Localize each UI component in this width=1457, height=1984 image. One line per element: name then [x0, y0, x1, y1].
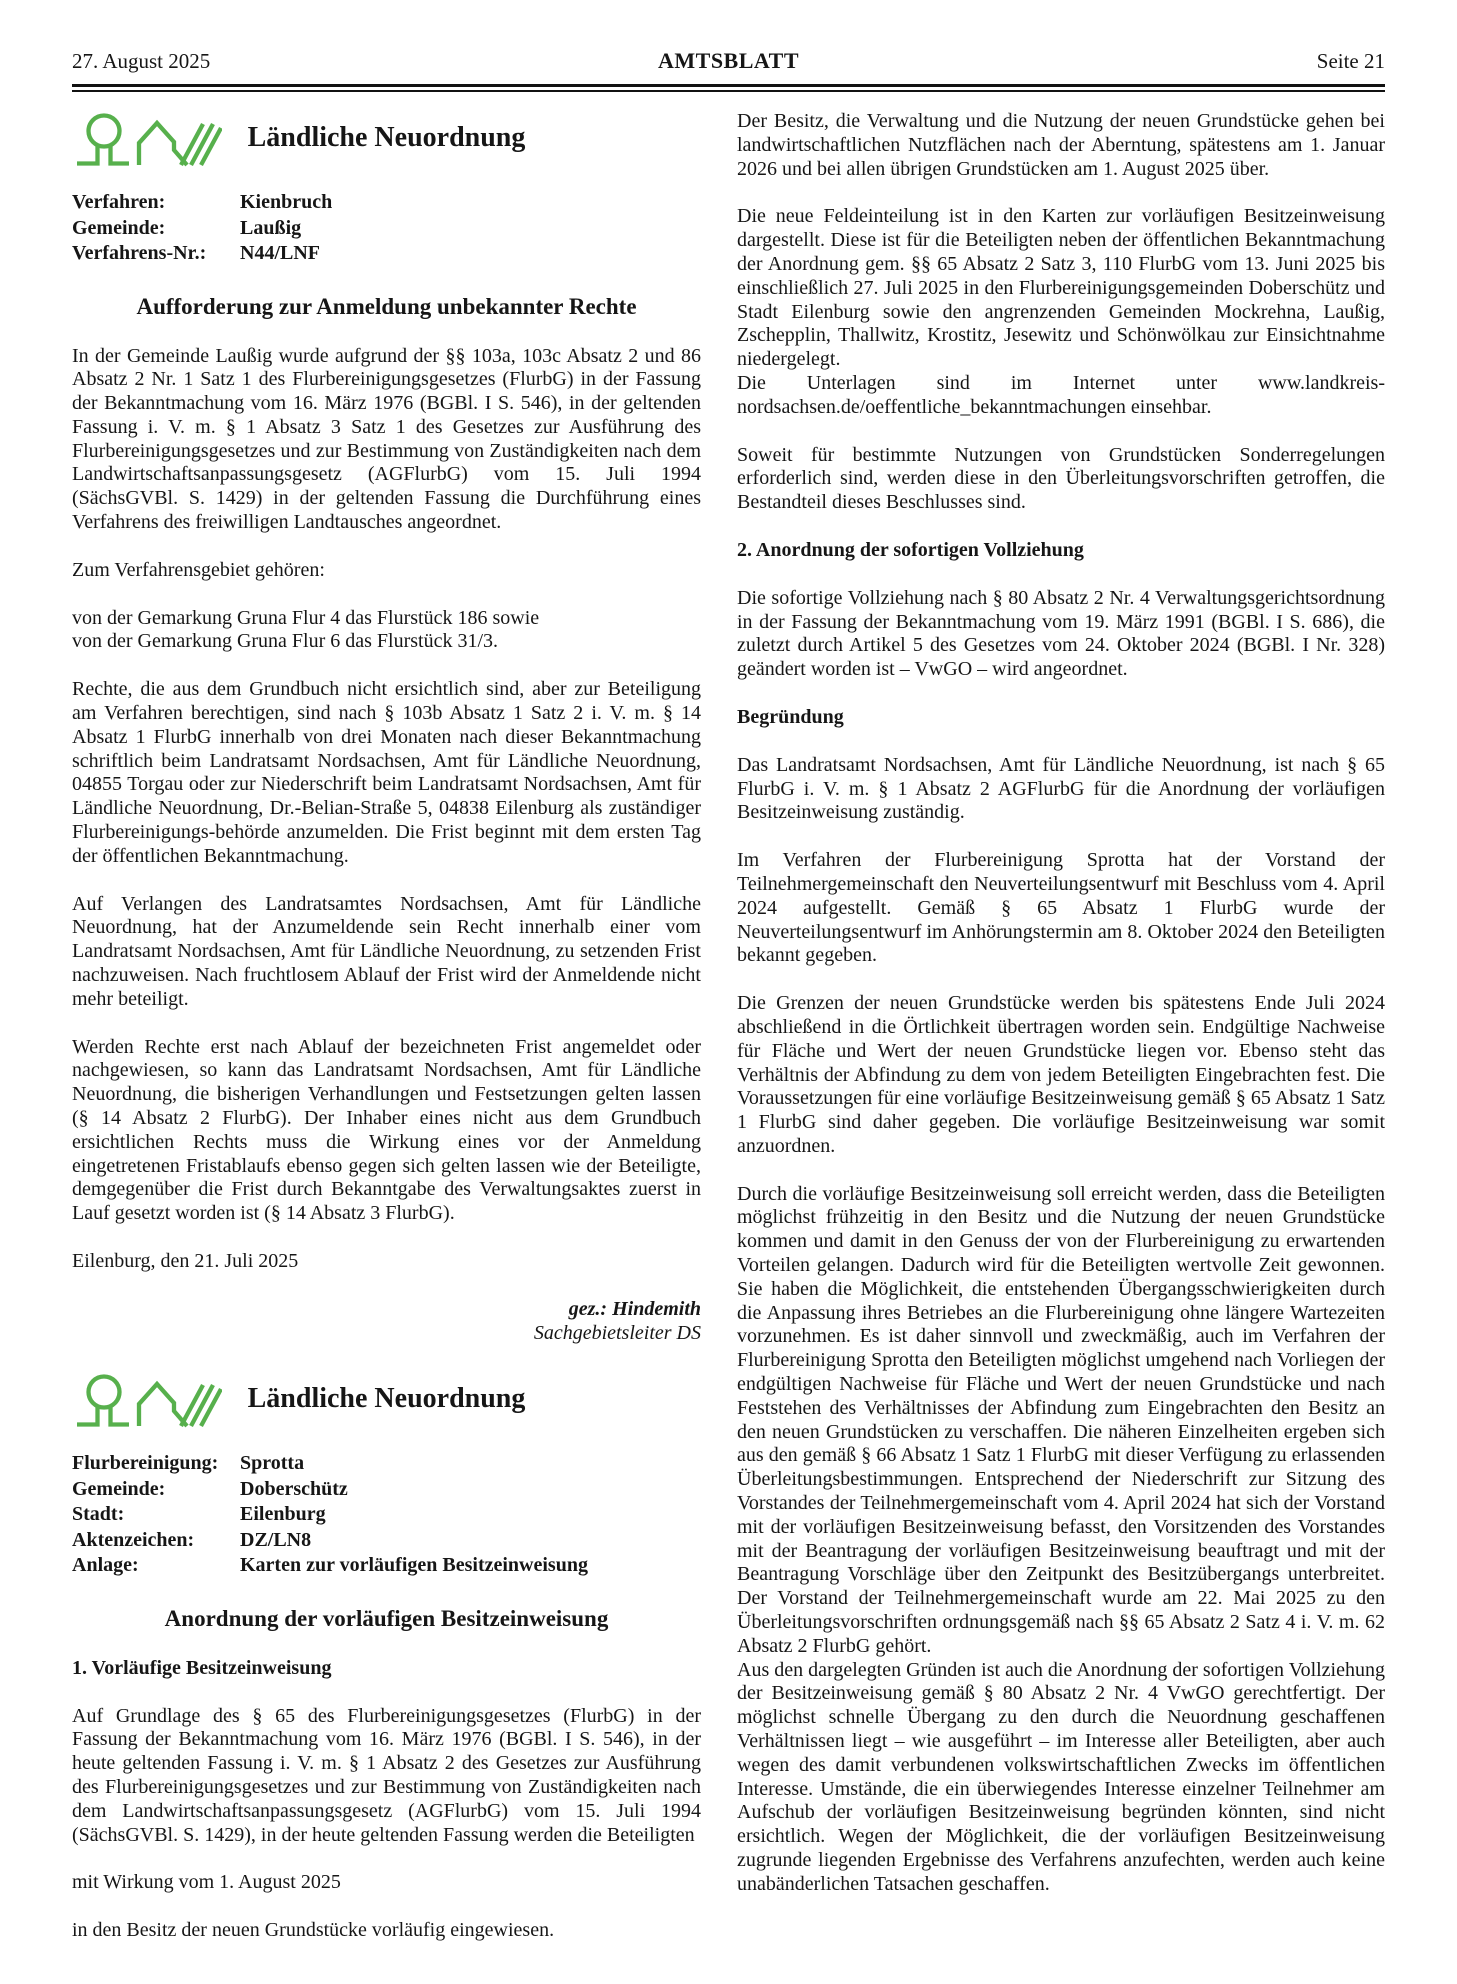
place-date: Eilenburg, den 21. Juli 2025 — [72, 1250, 299, 1272]
brand-title: Ländliche Neuordnung — [247, 122, 526, 153]
meta-label: Verfahren: — [72, 191, 166, 213]
tree-trunk-left-icon — [77, 1406, 98, 1425]
parcel-line: von der Gemarkung Gruna Flur 6 das Flurstück 31/3. — [72, 630, 499, 653]
meta-value: N44/LNF — [240, 242, 320, 264]
laendliche-neuordnung-logo-icon — [72, 1373, 222, 1429]
laendliche-neuordnung-logo-icon — [72, 112, 222, 168]
meta-value: Doberschütz — [240, 1477, 348, 1500]
meta-row — [72, 1502, 701, 1528]
paragraph: Die Grenzen der neuen Grundstücke werden bis spätestens Ende Juli 2024 abschließend in die Örtlichkeit übertragen worden sein. Endgültige Nachweise für Fläche und Wert der neuen Grundstücke liegen vor. Ebenso steht das Verhältnis der Abfindung zu dem von jedem Beteiligten Eingebrachten fest. Die Voraussetzungen für eine vorläufige Besitzeinweisung gemäß § 65 Absatz 1 Satz 1 FlurbG sind daher gegeben. Die vorläufige Besitzeinweisung war somit anzuordnen. — [737, 992, 1385, 1157]
paragraph: Das Landratsamt Nordsachsen, Amt für Ländliche Neuordnung, ist nach § 65 FlurbG i. V. m. § 1 Absatz 2 AGFlurbG für die Anordnung der vorläufigen Besitzeinweisung zuständig. — [737, 753, 1385, 824]
paragraph: Rechte, die aus dem Grundbuch nicht ersichtlich sind, aber zur Beteiligung am Verfahren berechtigen, sind nach § 103b Absatz 1 Satz 2 i. V. m. § 14 Absatz 1 FlurbG innerhalb von drei Monaten nach dieser Bekanntmachung schriftlich beim Landratsamt Nordsachsen, Amt für Ländliche Neuordnung, 04855 Torgau oder zur Niederschrift beim Landratsamt Nordsachsen, Amt für Ländliche Neuordnung, Dr.-Belian-Straße 5, 04838 Eilenburg als zuständiger Flurbereinigungs-behörde anzumelden. Die Frist beginnt mit dem ersten Tag der öffentlichen Bekanntmachung. — [72, 678, 701, 867]
meta-row — [72, 1477, 701, 1503]
house-icon — [139, 123, 187, 165]
meta-label: Flurbereinigung: — [72, 1452, 219, 1475]
slash-icon — [201, 1389, 221, 1426]
meta-value: Sprotta — [240, 1452, 305, 1475]
masthead-date: 27. August 2025 — [72, 49, 211, 73]
paragraph: Die sofortige Vollziehung nach § 80 Absatz 2 Nr. 4 Verwaltungsgerichtsordnung in der Fassung der Bekanntmachung vom 19. März 1991 (BGBl. I S. 686), die zuletzt durch Artikel 5 des Gesetzes vom 24. Oktober 2024 (BGBl. I Nr. 328) geändert worden ist – VwGO – wird angeordnet. — [737, 586, 1385, 681]
meta-table — [72, 190, 701, 267]
right-column — [737, 110, 1385, 1967]
paragraph: Durch die vorläufige Besitzeinweisung soll erreicht werden, dass die Beteiligten möglichst frühzeitig in den Besitz und die Nutzung der neuen Grundstücke kommen und damit in den Genuss der von der Flurbereinigung zu erwartenden Vorteilen gelangen. Dadurch wird für die Beteiligten wertvolle Zeit gewonnen. Sie haben die Möglichkeit, die entstehenden Übergangsschwierigkeiten durch die Anpassung ihres Betriebes an die Flurbereinigung ohne längere Wartezeiten vorzunehmen. Es ist daher sinnvoll und zweckmäßig, auch im Verfahren der Flurbereinigung Sprotta den Beteiligten möglichst umgehend nach Vorliegen der endgültigen Nachweise für Fläche und Wert der neuen Grundstücke und nach Feststehen des Verhältnisses der Abfindung zum Eingebrachten den Besitz an den neuen Grundstücken zu verschaffen. Die näheren Einzelheiten ergeben sich aus den gemäß § 66 Absatz 1 Satz 1 FlurbG mit dieser Verfügung zu erlassenden Überleitungsbestimmungen. Entsprechend der Niederschrift zur Sitzung des Vorstandes der Teilnehmergemeinschaft vom 4. April 2024 hat sich der Vorstand mit der vorläufigen Besitzeinweisung befasst, den Vorsitzenden des Vorstandes mit der Beantragung der vorläufigen Besitzeinweisung beauftragt und mit der Beantragung Vorschläge über den Zeitpunkt des Besitzübergangs unterbreitet. Der Vorstand der Teilnehmergemeinschaft wurde am 22. Mai 2025 zu den Überleitungsvorschriften ordnungsgemäß nach §§ 65 Absatz 2 Satz 4 i. V. m. 62 Absatz 2 FlurbG gehört. — [737, 1182, 1385, 1657]
tree-trunk-left-icon — [77, 145, 98, 164]
parcel-line: von der Gemarkung Gruna Flur 4 das Flurstück 186 sowie — [72, 606, 540, 629]
meta-value: Kienbruch — [240, 191, 333, 213]
meta-label: Verfahrens-Nr.: — [72, 242, 207, 264]
signature-role: Sachgebietsleiter DS — [533, 1321, 701, 1344]
tree-trunk-right-icon — [111, 1406, 130, 1425]
meta-row — [72, 216, 701, 242]
paragraph: Die neue Feldeinteilung ist in den Karten zur vorläufigen Besitzeinweisung dargestellt. Diese ist für die Beteiligten neben der öffentlichen Bekanntmachung der Anordnung gem. §§ 65 Absatz 2 Satz 3, 110 FlurbG vom 13. Juni 2025 bis einschließlich 27. Juli 2025 in den Flurbereinigungsgemeinden Doberschütz und Stadt Eilenburg sowie den angrenzenden Gemeinden Mockrehna, Laußig, Zschepplin, Thallwitz, Krostitz, Jesewitz und Schönwölkau zur Einsichtnahme niedergelegt. — [737, 205, 1385, 371]
meta-label: Aktenzeichen: — [72, 1528, 195, 1551]
meta-label: Gemeinde: — [72, 1477, 166, 1500]
notice-header — [72, 110, 701, 176]
section-heading: 1. Vorläufige Besitzeinweisung — [72, 1656, 332, 1679]
masthead — [72, 48, 1385, 74]
notice-sprotta — [72, 1371, 701, 1943]
notice-header — [72, 1371, 701, 1437]
section-heading: 2. Anordnung der sofortigen Vollziehung — [737, 538, 1084, 561]
signature-block — [72, 1298, 701, 1346]
paragraph: Der Besitz, die Verwaltung und die Nutzung der neuen Grundstücke gehen bei landwirtschaftlichen Nutzflächen nach der Aberntung, spätestens am 1. Januar 2026 und bei allen übrigen Grundstücken am 1. August 2025 über. — [737, 110, 1385, 180]
paragraph: Werden Rechte erst nach Ablauf der bezeichneten Frist angemeldet oder nachgewiesen, so kann das Landratsamt Nordsachsen, Amt für Ländliche Neuordnung, die bisherigen Verhandlungen und Festsetzungen gelten lassen (§ 14 Absatz 2 FlurbG). Der Inhaber eines nicht aus dem Grundbuch ersichtlichen Rechts muss die Wirkung eines vor der Anmeldung eingetretenen Fristablaufs ebenso gegen sich gelten lassen wie der Beteiligte, demgegenüber die Frist durch Bekanntgabe des Verwaltungsaktes zuerst in Lauf gesetzt worden ist (§ 14 Absatz 3 FlurbG). — [72, 1035, 701, 1225]
notice-kienbruch — [72, 110, 701, 1345]
meta-label: Stadt: — [72, 1503, 125, 1526]
meta-value: DZ/LN8 — [240, 1528, 312, 1551]
masthead-page-number: Seite 21 — [1316, 49, 1386, 73]
spacer — [72, 654, 701, 678]
meta-value: Karten zur vorläufigen Besitzeinweisung — [240, 1554, 588, 1577]
signature-name: gez.: Hindemith — [568, 1297, 701, 1320]
paragraph: in den Besitz der neuen Grundstücke vorläufig eingewiesen. — [72, 1919, 555, 1942]
paragraph: Zum Verfahrensgebiet gehören: — [72, 558, 325, 581]
meta-label: Anlage: — [72, 1554, 139, 1577]
meta-value: Eilenburg — [240, 1503, 326, 1526]
paragraph: mit Wirkung vom 1. August 2025 — [72, 1871, 341, 1894]
paragraph: Im Verfahren der Flurbereinigung Sprotta hat der Vorstand der Teilnehmergemeinschaft den Neuverteilungsentwurf mit Beschluss vom 4. April 2024 aufgestellt. Gemäß § 65 Absatz 1 FlurbG wurde der Neuverteilungsentwurf im Anhörungstermin am 8. Oktober 2024 den Beteiligten bekannt gegeben. — [737, 849, 1385, 967]
left-column — [72, 110, 701, 1967]
paragraph: Die Unterlagen sind im Internet unter www.landkreis-nordsachsen.de/oeffentliche_bekanntmachungen einsehbar. — [737, 371, 1385, 418]
tree-trunk-right-icon — [111, 145, 130, 164]
meta-label: Gemeinde: — [72, 216, 166, 239]
masthead-divider — [72, 84, 1385, 92]
paragraph: Auf Verlangen des Landratsamtes Nordsachsen, Amt für Ländliche Neuordnung, hat der Anzumeldende sein Recht innerhalb einer vom Landratsamt Nordsachsen, Amt für Ländliche Neuordnung, zu setzenden Frist nachzuweisen. Nach fruchtlosem Ablauf der Frist wird der Anmeldende nicht mehr beteiligt. — [72, 892, 701, 1010]
paragraph: Auf Grundlage des § 65 des Flurbereinigungsgesetzes (FlurbG) in der Fassung der Bekanntmachung vom 16. März 1976 (BGBl. I S. 546), in der heute geltenden Fassung i. V. m. § 1 Absatz 2 des Gesetzes zur Ausführung des Flurbereinigungsgesetzes und zur Bestimmung von Zuständigkeiten nach dem Landwirtschaftsanpassungsgesetz (AGFlurbG) vom 15. Juli 1994 (SächsGVBl. S. 1429), in der heute geltenden Fassung werden die Beteiligten — [72, 1704, 701, 1846]
slash-icon — [201, 128, 221, 165]
meta-table — [72, 1451, 701, 1579]
paragraph: In der Gemeinde Laußig wurde aufgrund der §§ 103a, 103c Absatz 2 und 86 Absatz 2 Nr. 1 Satz 1 des Flurbereinigungsgesetzes (FlurbG) in der Fassung der Bekanntmachung vom 16. März 1976 (BGBl. I S. 546), in der geltenden Fassung i. V. m. § 1 Absatz 3 Satz 1 des Gesetzes zur Ausführung des Flurbereinigungsgesetzes und zur Bestimmung von Zuständigkeiten nach dem Landwirtschaftsanpassungsgesetz (AGFlurbG) vom 15. Juli 1994 (SächsGVBl. S. 1429) in der geltenden Fassung die Durchführung eines Verfahrens des freiwilligen Landtausches angeordnet. — [72, 344, 701, 534]
paragraph: Soweit für bestimmte Nutzungen von Grundstücken Sonderregelungen erforderlich sind, werden diese in den Überleitungsvorschriften getroffen, die Bestandteil dieses Beschlusses sind. — [737, 443, 1385, 514]
paragraph: Aus den dargelegten Gründen ist auch die Anordnung der sofortigen Vollziehung der Besitzeinweisung gemäß § 80 Absatz 2 Nr. 4 VwGO gerechtfertigt. Der möglichst schnelle Übergang zu den durch die Neuordnung geschaffenen Verhältnissen liegt – wie ausgeführt – im Interesse aller Beteiligten, aber auch wegen des damit verbundenen volkswirtschaftlichen Zwecks im öffentlichen Interesse. Umstände, die ein überwiegendes Interesse einzelner Teilnehmer am Aufschub der vorläufigen Besitzeinweisung begründen könnten, sind nicht ersichtlich. Wegen der Möglichkeit, die der vorläufigen Besitzeinweisung zugrunde liegenden Ergebnisse des Verfahrens anzufechten, werden auch keine unabänderlichen Tatsachen geschaffen. — [737, 1658, 1385, 1895]
meta-row — [72, 1528, 701, 1554]
house-icon — [139, 1384, 187, 1426]
meta-row — [72, 1451, 701, 1477]
notice-heading: Anordnung der vorläufigen Besitzeinweisung — [164, 1605, 609, 1631]
meta-row — [72, 241, 701, 267]
brand-title: Ländliche Neuordnung — [247, 1383, 526, 1415]
section-heading: Begründung — [737, 705, 844, 728]
meta-value: Laußig — [240, 216, 302, 239]
meta-row — [72, 1553, 701, 1579]
meta-row — [72, 190, 701, 216]
masthead-title: AMTSBLATT — [658, 48, 800, 73]
tree-crown-icon — [89, 1377, 120, 1408]
notice-heading: Aufforderung zur Anmeldung unbekannter Rechte — [136, 293, 637, 319]
tree-crown-icon — [89, 116, 120, 147]
